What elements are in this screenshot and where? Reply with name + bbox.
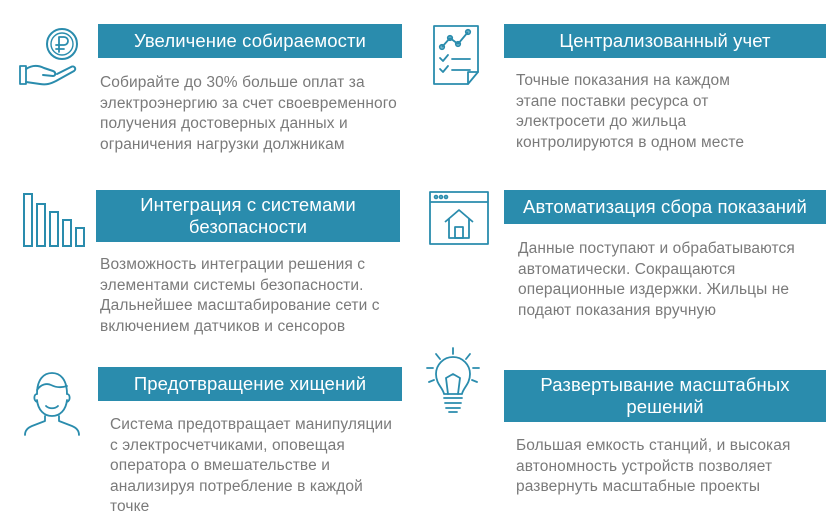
- person-icon: [22, 370, 82, 436]
- feature-description-security-integration: Возможность интеграции решения с элементами системы безопасности. Дальнейшее масштабирование сети с включением датчиков и сенсоров: [100, 256, 380, 335]
- chart-checklist-document-icon: [430, 22, 490, 88]
- feature-title-text: Предотвращение хищений: [133, 373, 367, 394]
- feature-title-centralized-accounting: [504, 24, 826, 58]
- feature-title-text: Централизованный учет: [559, 30, 771, 51]
- feature-title-text: Увеличение собираемости: [134, 30, 366, 51]
- feature-title-reading-automation: [504, 190, 826, 224]
- feature-title-large-scale-deployment: [504, 370, 826, 422]
- feature-title-text: Интеграция с системами безопасности: [140, 194, 356, 237]
- ruble-coin-hand-icon: [18, 22, 86, 88]
- feature-title-text: Автоматизация сбора показаний: [523, 196, 807, 217]
- feature-description-centralized-accounting: Точные показания на каждом этапе поставки ресурса от электросети до жильца контролируются в одном месте: [516, 72, 745, 151]
- light-bulb-icon: [424, 346, 482, 424]
- feature-title-text: Развертывание масштабных решений: [540, 374, 790, 417]
- feature-description-large-scale-deployment: Большая емкость станций, и высокая автономность устройств позволяет развернуть масштабные проекты: [516, 437, 791, 495]
- feature-description-collection-rate: Собирайте до 30% больше оплат за электроэнергию за счет своевременного получения достоверных данных и ограничения нагрузки должникам: [100, 74, 397, 153]
- feature-title-collection-rate: [98, 24, 402, 58]
- feature-title-security-integration: [96, 190, 400, 242]
- bar-chart-icon: [22, 192, 90, 248]
- feature-description-theft-prevention: Система предотвращает манипуляции с электросчетчиками, оповещая оператора о вмешательстве и анализируя потребление в каждой точке: [110, 416, 393, 515]
- browser-window-house-icon: [428, 190, 490, 246]
- feature-description-reading-automation: Данные поступают и обрабатываются автоматически. Сокращаются операционные издержки. Жильцы не подают показания вручную: [518, 240, 795, 319]
- feature-title-theft-prevention: [98, 367, 402, 401]
